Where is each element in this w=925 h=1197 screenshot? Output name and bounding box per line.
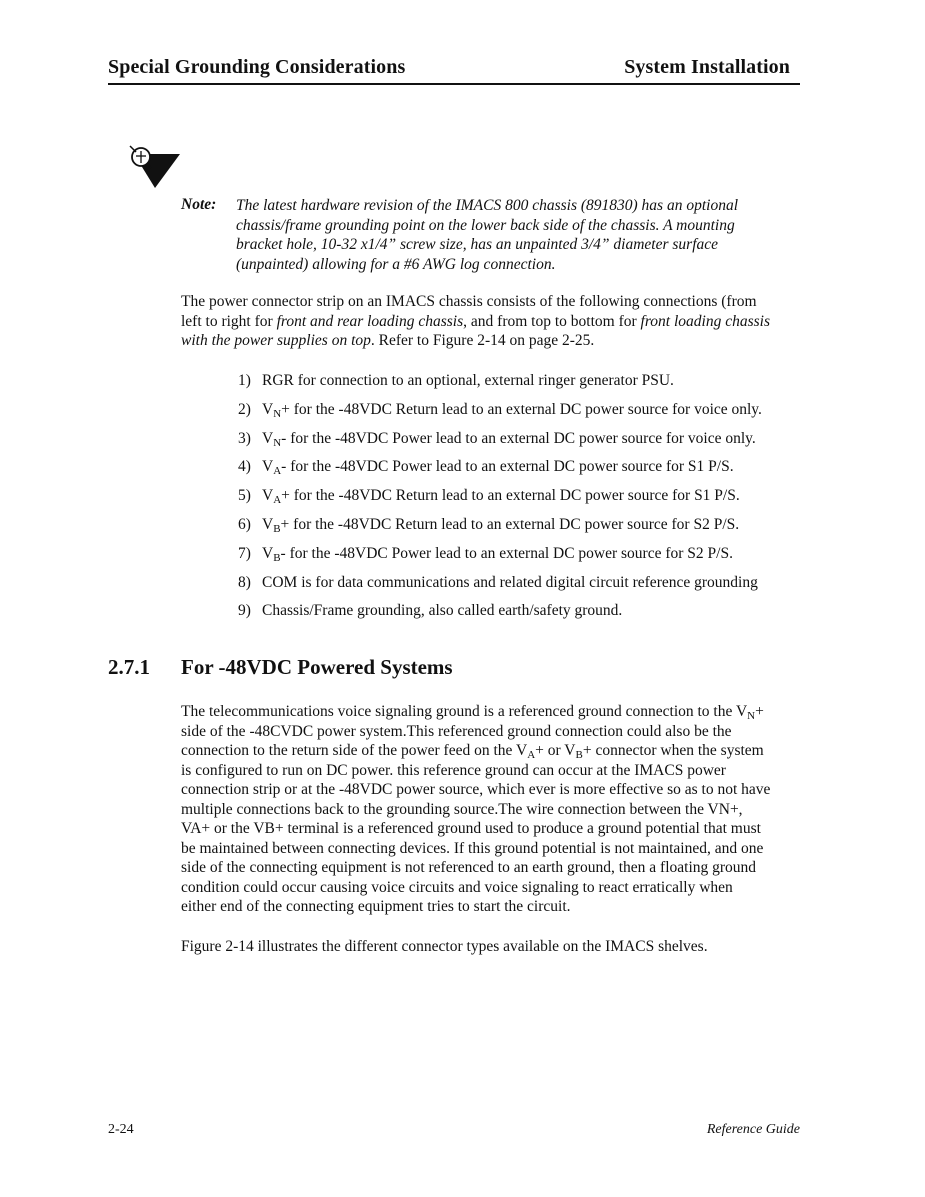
body-line: multiple connections back to the grounding source.The wire connection between the VN+, [181, 800, 743, 818]
list-item: 7) $V_B-$ for the -48VDC Power lead to an external DC power source for S2 P/S. [238, 544, 733, 564]
body-line: side of the -48CVDC power system.This referenced ground connection could also be the [181, 722, 732, 740]
body-line: connection strip or at the -48VDC power source, which ever is more effective so as to not have [181, 781, 771, 798]
intro-line: The power connector strip on an IMACS chassis consists of the following connections (from [181, 293, 757, 310]
header-rule [108, 83, 800, 85]
list-item: 1) RGR for connection to an optional, external ringer generator PSU. [238, 372, 674, 389]
figure-reference-paragraph: Figure 2-14 illustrates the different connector types available on the IMACS shelves. [181, 938, 708, 955]
note-label: Note: [181, 196, 217, 213]
body-line: be maintained between connecting devices. If this ground potential is not maintained, and one [181, 839, 764, 857]
note-pointer-icon [124, 142, 184, 190]
note-line: (unpainted) allowing for a #6 AWG log connection. [236, 255, 556, 273]
body-line: condition could occur causing voice circuits and voice signaling to react erratically when [181, 878, 733, 896]
list-item: 3) $V_N-$ for the -48VDC Power lead to an external DC power source for voice only. [238, 429, 756, 449]
intro-line: with the power supplies on top. Refer to Figure 2-14 on page 2-25. [181, 332, 595, 349]
note-line: chassis/frame grounding point on the lower back side of the chassis. A mounting [236, 216, 735, 234]
body-line: side of the connecting equipment is not referenced to an earth ground, then a floating ground [181, 859, 757, 876]
list-item: 5) $V_A+$ for the -48VDC Return lead to an external DC power source for S1 P/S. [238, 487, 740, 507]
connection-list [238, 371, 818, 630]
intro-line: left to right for front and rear loading chassis, and from top to bottom for front loading chassis [181, 312, 770, 330]
note-text [236, 196, 796, 274]
section-number: 2.7.1 [108, 655, 150, 679]
body-line: VA+ or the VB+ terminal is a referenced ground used to produce a ground potential that must [181, 820, 761, 837]
header-section-title: Special Grounding Considerations [108, 56, 406, 78]
list-item: 2) $V_N+$ for the -48VDC Return lead to an external DC power source for voice only. [238, 400, 762, 420]
body-line: is configured to run on DC power. this reference ground can occur at the IMACS power [181, 761, 726, 779]
section-title: For -48VDC Powered Systems [181, 655, 453, 679]
body-paragraph [181, 702, 801, 917]
footer-guide-title: Reference Guide [706, 1122, 800, 1137]
list-item: 4) $V_A-$ for the -48VDC Power lead to an external DC power source for S1 P/S. [238, 458, 734, 478]
list-item: 8) COM is for data communications and related digital circuit reference grounding [238, 573, 758, 591]
note-line: bracket hole, 10-32 x1/4” screw size, has an unpainted 3/4” diameter surface [236, 236, 719, 253]
body-line: either end of the connecting equipment tries to start the circuit. [181, 898, 571, 915]
page-number: 2-24 [108, 1122, 134, 1137]
list-item: 9) Chassis/Frame grounding, also called earth/safety ground. [238, 602, 623, 620]
body-line: connection to the return side of the power feed on the $V_A+$ or $V_B+$ connector when the system [181, 742, 764, 761]
header-chapter-title: System Installation [624, 56, 790, 78]
body-line: The telecommunications voice signaling ground is a referenced ground connection to the $V_N+$ [181, 703, 764, 722]
note-line: The latest hardware revision of the IMACS 800 chassis (891830) has an optional [236, 197, 739, 214]
intro-paragraph [181, 292, 801, 351]
list-item: 6) $V_B+$ for the -48VDC Return lead to an external DC power source for S2 P/S. [238, 515, 740, 535]
